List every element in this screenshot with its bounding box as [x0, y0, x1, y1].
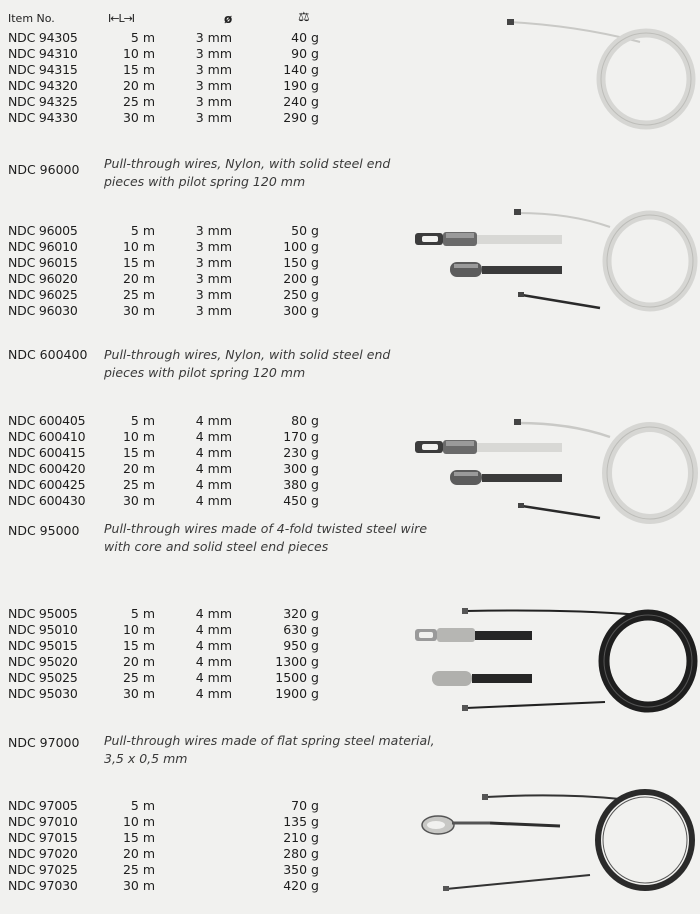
item-code: NDC 96025 [8, 287, 78, 302]
family-description [104, 520, 464, 556]
weight: 250 g [283, 287, 319, 302]
table-row [0, 29, 330, 46]
family-description [104, 346, 464, 382]
diameter: 4 mm [195, 606, 232, 621]
diameter: 4 mm [195, 429, 232, 444]
description-line: pieces with pilot spring 120 mm [104, 365, 306, 380]
item-code: NDC 96005 [8, 223, 78, 238]
table-row [0, 476, 330, 493]
length: 10 m [122, 429, 155, 444]
table-row [0, 877, 330, 894]
table-row [0, 829, 330, 846]
length: 5 m [130, 30, 155, 45]
length-column-icon: I←L→I [108, 12, 135, 25]
diameter: 4 mm [195, 477, 232, 492]
diameter: 4 mm [195, 461, 232, 476]
weight: 320 g [283, 606, 319, 621]
table-row [0, 797, 330, 814]
weight: 280 g [283, 846, 319, 861]
table-row [0, 77, 330, 94]
item-code: NDC 97030 [8, 878, 78, 893]
table-row [0, 637, 330, 654]
diameter: 3 mm [195, 30, 232, 45]
length: 5 m [130, 798, 155, 813]
diameter: 3 mm [195, 271, 232, 286]
length: 10 m [122, 46, 155, 61]
weight: 300 g [283, 461, 319, 476]
table-row [0, 685, 330, 702]
weight: 80 g [291, 413, 319, 428]
diameter: 4 mm [195, 686, 232, 701]
diameter: 4 mm [195, 445, 232, 460]
table-row [0, 93, 330, 110]
nylon-wire-with-steel-ends-image [410, 205, 700, 317]
weight: 420 g [283, 878, 319, 893]
item-code: NDC 96010 [8, 239, 78, 254]
weight: 240 g [283, 94, 319, 109]
weight: 90 g [291, 46, 319, 61]
description-line: pieces with pilot spring 120 mm [104, 174, 306, 189]
length: 25 m [122, 670, 155, 685]
twisted-steel-wire-coil-image [410, 603, 700, 718]
length: 30 m [122, 303, 155, 318]
diameter: 3 mm [195, 78, 232, 93]
table-row [0, 444, 330, 461]
item-code: NDC 96030 [8, 303, 78, 318]
table-row [0, 460, 330, 477]
description-line: Pull-through wires, Nylon, with solid steel end [104, 156, 391, 171]
weight: 210 g [283, 830, 319, 845]
item-code: NDC 97010 [8, 814, 78, 829]
white-nylon-coil-image [500, 12, 700, 132]
description-line: Pull-through wires, Nylon, with solid steel end [104, 347, 391, 362]
item-code: NDC 94325 [8, 94, 78, 109]
weight-column-icon: ⚖ [298, 10, 310, 25]
weight: 40 g [291, 30, 319, 45]
family-description [104, 155, 464, 191]
family-code: NDC 96000 [8, 162, 80, 177]
weight: 50 g [291, 223, 319, 238]
length: 25 m [122, 94, 155, 109]
weight: 630 g [283, 622, 319, 637]
weight: 290 g [283, 110, 319, 125]
item-no-header: Item No. [8, 12, 55, 25]
diameter: 3 mm [195, 46, 232, 61]
description-line: with core and solid steel end pieces [104, 539, 329, 554]
weight: 190 g [283, 78, 319, 93]
length: 20 m [122, 846, 155, 861]
diameter: 4 mm [195, 670, 232, 685]
table-row [0, 222, 330, 239]
item-code: NDC 600420 [8, 461, 86, 476]
diameter: 3 mm [195, 255, 232, 270]
weight: 135 g [283, 814, 319, 829]
table-row [0, 286, 330, 303]
table-row [0, 845, 330, 862]
item-code: NDC 94305 [8, 30, 78, 45]
item-code: NDC 600430 [8, 493, 86, 508]
weight: 950 g [283, 638, 319, 653]
family-code: NDC 600400 [8, 347, 88, 362]
item-code: NDC 95020 [8, 654, 78, 669]
length: 20 m [122, 654, 155, 669]
weight: 200 g [283, 271, 319, 286]
weight: 380 g [283, 477, 319, 492]
length: 10 m [122, 622, 155, 637]
length: 30 m [122, 110, 155, 125]
weight: 300 g [283, 303, 319, 318]
length: 30 m [122, 493, 155, 508]
weight: 230 g [283, 445, 319, 460]
table-row [0, 605, 330, 622]
item-code: NDC 94330 [8, 110, 78, 125]
diameter: 3 mm [195, 223, 232, 238]
length: 15 m [122, 255, 155, 270]
diameter: 4 mm [195, 413, 232, 428]
length: 20 m [122, 271, 155, 286]
diameter: 3 mm [195, 62, 232, 77]
length: 20 m [122, 461, 155, 476]
item-code: NDC 97005 [8, 798, 78, 813]
diameter: 3 mm [195, 94, 232, 109]
weight: 1500 g [275, 670, 319, 685]
diameter: 3 mm [195, 239, 232, 254]
table-row [0, 492, 330, 509]
weight: 450 g [283, 493, 319, 508]
table-row [0, 653, 330, 670]
weight: 1900 g [275, 686, 319, 701]
table-row [0, 302, 330, 319]
length: 25 m [122, 477, 155, 492]
flat-spring-steel-coil-image [410, 785, 700, 895]
length: 20 m [122, 78, 155, 93]
item-code: NDC 96015 [8, 255, 78, 270]
item-code: NDC 95015 [8, 638, 78, 653]
table-row [0, 412, 330, 429]
length: 25 m [122, 862, 155, 877]
length: 30 m [122, 878, 155, 893]
item-code: NDC 95030 [8, 686, 78, 701]
diameter-column-icon: ø [224, 12, 233, 26]
table-row [0, 428, 330, 445]
weight: 70 g [291, 798, 319, 813]
table-row [0, 254, 330, 271]
weight: 100 g [283, 239, 319, 254]
nylon-wire-4mm-with-steel-ends-image [410, 415, 700, 527]
table-row [0, 813, 330, 830]
length: 5 m [130, 606, 155, 621]
length: 10 m [122, 814, 155, 829]
item-code: NDC 95025 [8, 670, 78, 685]
item-code: NDC 94320 [8, 78, 78, 93]
family-code: NDC 95000 [8, 523, 80, 538]
length: 30 m [122, 686, 155, 701]
item-code: NDC 600405 [8, 413, 86, 428]
weight: 1300 g [275, 654, 319, 669]
table-row [0, 238, 330, 255]
item-code: NDC 97025 [8, 862, 78, 877]
description-line: Pull-through wires made of 4-fold twisted steel wire [104, 521, 428, 536]
table-row [0, 861, 330, 878]
length: 5 m [130, 413, 155, 428]
item-code: NDC 600425 [8, 477, 86, 492]
diameter: 3 mm [195, 287, 232, 302]
item-code: NDC 95005 [8, 606, 78, 621]
table-row [0, 109, 330, 126]
length: 15 m [122, 445, 155, 460]
item-code: NDC 600415 [8, 445, 86, 460]
item-code: NDC 94315 [8, 62, 78, 77]
table-row [0, 621, 330, 638]
family-code: NDC 97000 [8, 735, 80, 750]
table-row [0, 669, 330, 686]
item-code: NDC 97020 [8, 846, 78, 861]
item-code: NDC 96020 [8, 271, 78, 286]
weight: 140 g [283, 62, 319, 77]
diameter: 3 mm [195, 303, 232, 318]
weight: 150 g [283, 255, 319, 270]
family-description [104, 732, 464, 768]
item-code: NDC 97015 [8, 830, 78, 845]
length: 25 m [122, 287, 155, 302]
length: 5 m [130, 223, 155, 238]
diameter: 4 mm [195, 638, 232, 653]
table-row [0, 61, 330, 78]
length: 10 m [122, 239, 155, 254]
weight: 350 g [283, 862, 319, 877]
diameter: 4 mm [195, 622, 232, 637]
length: 15 m [122, 638, 155, 653]
table-row [0, 45, 330, 62]
length: 15 m [122, 830, 155, 845]
item-code: NDC 94310 [8, 46, 78, 61]
description-line: Pull-through wires made of flat spring steel material, [104, 733, 435, 748]
diameter: 3 mm [195, 110, 232, 125]
item-code: NDC 95010 [8, 622, 78, 637]
diameter: 4 mm [195, 654, 232, 669]
weight: 170 g [283, 429, 319, 444]
item-code: NDC 600410 [8, 429, 86, 444]
description-line: 3,5 x 0,5 mm [104, 751, 188, 766]
diameter: 4 mm [195, 493, 232, 508]
table-row [0, 270, 330, 287]
length: 15 m [122, 62, 155, 77]
